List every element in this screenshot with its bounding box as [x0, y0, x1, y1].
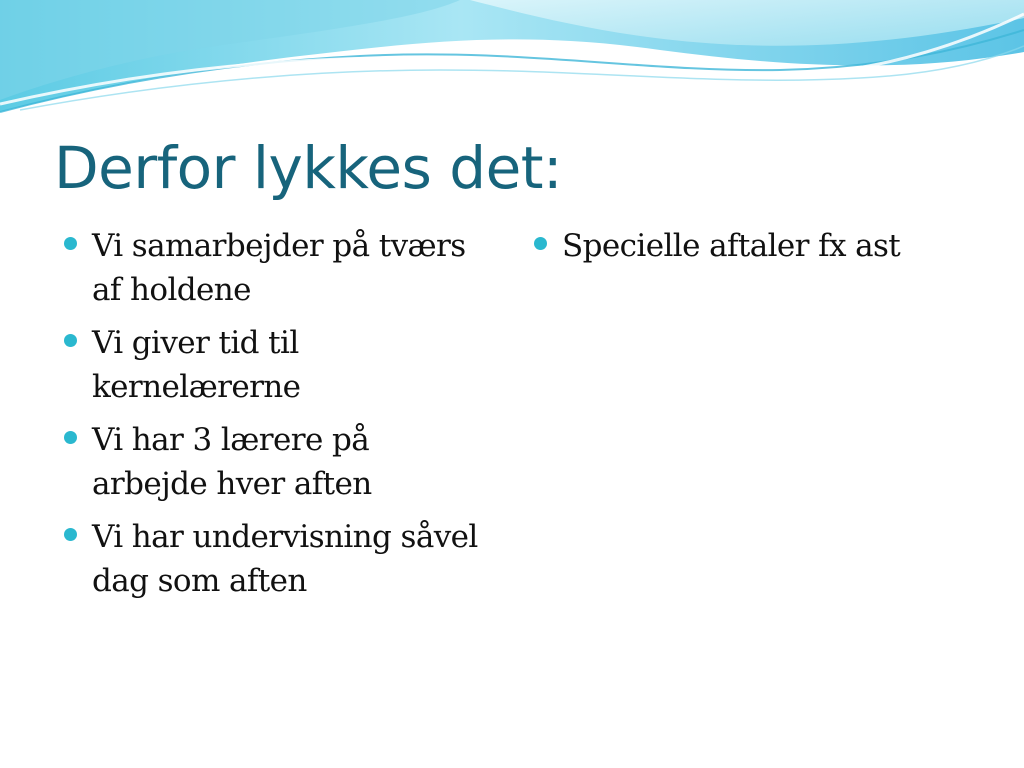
bullet-item-core-teachers: [62, 321, 492, 409]
header-wave-decoration: [0, 0, 1024, 130]
left-bullet-list: [62, 224, 492, 612]
bullet-item-three-teachers: [62, 418, 492, 506]
bullet-item-cross-team: [62, 224, 492, 312]
bullet-dot-icon: [64, 431, 77, 444]
bullet-item-day-and-evening: [62, 515, 492, 603]
right-bullet-list: [532, 224, 972, 277]
bullet-text: Vi giver tid til kernelærerne: [92, 325, 301, 405]
bullet-text: Vi har undervisning såvel dag som aften: [92, 519, 478, 599]
bullet-text: Vi samarbejder på tværs af holdene: [92, 228, 466, 308]
bullet-dot-icon: [64, 334, 77, 347]
slide-title: Derfor lykkes det:: [54, 134, 563, 202]
bullet-dot-icon: [534, 237, 547, 250]
bullet-item-special-agreements: [532, 224, 972, 268]
bullet-dot-icon: [64, 237, 77, 250]
bullet-text: Vi har 3 lærere på arbejde hver aften: [92, 422, 372, 502]
bullet-text: Specielle aftaler fx ast: [562, 228, 901, 264]
bullet-dot-icon: [64, 528, 77, 541]
